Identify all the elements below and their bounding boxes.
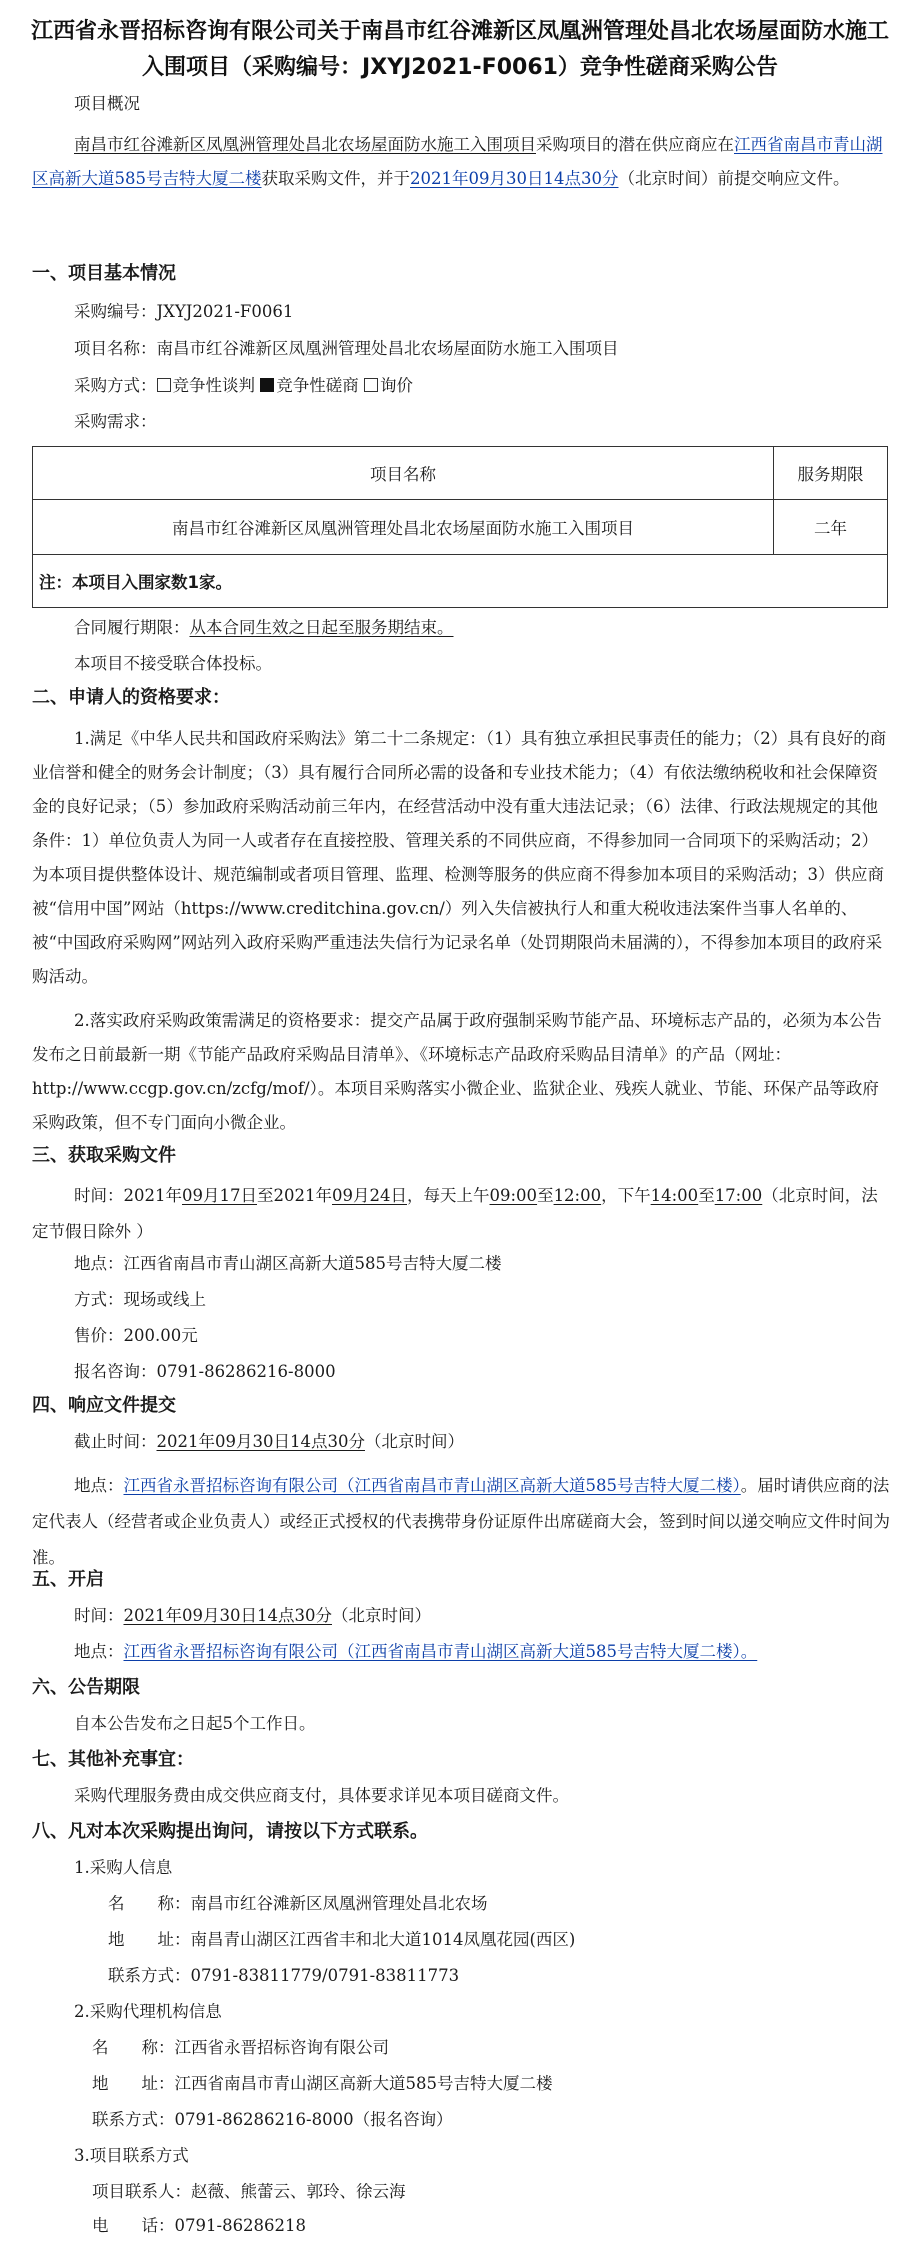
- contact-phone: 电 话：0791-86286218: [92, 2216, 307, 2235]
- open-time-label: 时间：: [74, 1606, 124, 1625]
- contract-label: 合同履行期限：: [74, 618, 190, 637]
- method-label: 采购方式：: [74, 376, 157, 395]
- overview-label: 项目概况: [74, 94, 140, 113]
- deadline-label: 截止时间：: [74, 1432, 157, 1451]
- overview-deadline: 2021年09月30日14点30分: [410, 169, 619, 188]
- obtain-method: 方式：现场或线上: [74, 1290, 206, 1309]
- open-time-tail: （北京时间）: [331, 1606, 431, 1625]
- overview-text-3: （北京时间）前提交响应文件。: [618, 169, 850, 188]
- submit-place: [32, 1468, 894, 1576]
- agent-address: 地 址：江西省南昌市青山湖区高新大道585号吉特大厦二楼: [92, 2074, 553, 2093]
- page-title: 江西省永晋招标咨询有限公司关于南昌市红谷滩新区凤凰洲管理处昌北农场屋面防水施工入围项目（采购编号：JXYJ2021-F0061）竞争性磋商采购公告: [30, 19, 889, 80]
- purchase-method: [74, 374, 413, 398]
- contact-label: 3.项目联系方式: [74, 2146, 189, 2165]
- section-7-heading: 七、其他补充事宜：: [32, 1749, 194, 1770]
- demand-table: [32, 446, 888, 608]
- obtain-time-text: （北京时: [762, 1186, 829, 1205]
- agent-name: 名 称：江西省永晋招标咨询有限公司: [92, 2038, 389, 2057]
- table-header-name: 项目名称: [33, 447, 774, 500]
- buyer-phone: 联系方式：0791-83811779/0791-83811773: [108, 1966, 460, 1985]
- obtain-phone: 报名咨询：0791-86286216-8000: [74, 1362, 336, 1381]
- method-option-negotiation: 竞争性谈判: [172, 376, 255, 395]
- overview-paragraph: [32, 128, 894, 196]
- section-3-heading: 三、获取采购文件: [32, 1145, 176, 1166]
- obtain-time-text: ，每天上午: [407, 1186, 490, 1205]
- qualification-paragraph-1: 1.满足《中华人民共和国政府采购法》第二十二条规定：（1）具有独立承担民事责任的能力；（2）具有良好的商业信誉和健全的财务会计制度；（3）具有履行合同所必需的设备和专业技术能力；（4）有依法缴纳税收和社会保障资金的良好记录；（5）参加政府采购活动前三年内，在经营活动中没有重大违法记录；（6）法律、行政法规规定的其他条件：1）单位负责人为同一人或者存在直接控股、管理关系的不同供应商，不得参加同一合同项下的采购活动；2）为本项目提供整体设计、规范编制或者项目管理、监理、检测等服务的供应商不得参加本项目的采购活动；3）供应商被“信用中国”网站（https://www.creditchina.gov.cn/）列入失信被执行人和重大税收违法案件当事人名单的、被“中国政府采购网”网站列入政府采购严重违法失信行为记录名单（处罚期限尚未届满的），不得参加本项目的政府采购活动。: [32, 729, 887, 986]
- obtain-time-text: 至: [698, 1186, 715, 1205]
- checkbox-icon: [157, 378, 171, 392]
- morning-end: 12:00: [553, 1186, 602, 1205]
- obtain-time-text: 至: [537, 1186, 554, 1205]
- deadline-value: 2021年09月30日14点30分: [156, 1432, 365, 1451]
- open-place: [74, 1640, 757, 1664]
- section-1-heading: 一、项目基本情况: [32, 263, 176, 284]
- qualification-paragraph-2: 2.落实政府采购政策需满足的资格要求：提交产品属于政府强制采购节能产品、环境标志产品的，必须为本公告发布之日前最新一期《节能产品政府采购品目清单》、《环境标志产品政府采购品目清单》的产品（网址：http://www.ccgp.gov.cn/zcfg/mof/）。本项目采购落实小微企业、监狱企业、残疾人就业、节能、环保产品等政府采购政策，但不专门面向小微企业。: [32, 1011, 882, 1132]
- open-time-value: 2021年09月30日14点30分: [123, 1606, 332, 1625]
- afternoon-end: 17:00: [714, 1186, 763, 1205]
- table-row: [33, 500, 888, 555]
- submit-place-text: 。届: [740, 1476, 774, 1495]
- submit-place-text: 时请供应商的法定代表人（经营者或企业负责人）或经正式授权的代表携带身份证原件出席磋商大会，: [32, 1476, 890, 1531]
- section-5-heading: 五、开启: [32, 1569, 104, 1590]
- buyer-label: 1.采购人信息: [74, 1858, 173, 1877]
- buyer-address: 地 址：南昌青山湖区江西省丰和北大道1014凤凰花园(西区): [108, 1930, 576, 1949]
- checkbox-icon: [364, 378, 378, 392]
- purchase-code: 采购编号：JXYJ2021-F0061: [74, 302, 294, 321]
- method-option-inquiry: 询价: [380, 376, 413, 395]
- method-option-consultation: 竞争性磋商: [276, 376, 359, 395]
- section-6-heading: 六、公告期限: [32, 1677, 140, 1698]
- obtain-price: 售价：200.00元: [74, 1326, 198, 1345]
- contract-period: [74, 616, 454, 640]
- table-header-row: [33, 447, 888, 500]
- morning-start: 09:00: [489, 1186, 538, 1205]
- buyer-name: 名 称：南昌市红谷滩新区凤凰洲管理处昌北农场: [108, 1894, 488, 1913]
- overview-project-name: 南昌市红谷滩新区凤凰洲管理处昌北农场屋面防水施工入围项目: [74, 135, 536, 154]
- section-2-heading: 二、申请人的资格要求：: [32, 687, 230, 708]
- obtain-end-date: 09月24日: [332, 1186, 407, 1205]
- section-4-heading: 四、响应文件提交: [32, 1395, 176, 1416]
- table-header-term: 服务期限: [774, 447, 888, 500]
- submit-place-label: 地点：: [74, 1476, 124, 1495]
- other-matters: 采购代理服务费由成交供应商支付，具体要求详见本项目磋商文件。: [74, 1786, 569, 1805]
- obtain-time: [32, 1178, 894, 1250]
- obtain-time-text: 间，法定节假日除外 ）: [32, 1186, 878, 1241]
- checkbox-checked-icon: [260, 378, 274, 392]
- contact-persons: 项目联系人：赵薇、熊蕾云、郭玲、徐云海: [92, 2182, 406, 2201]
- table-note: 注：本项目入围家数1家。: [33, 555, 888, 608]
- submit-place-link[interactable]: 江西省永晋招标咨询有限公司（江西省南昌市青山湖区高新大道585号吉特大厦二楼）: [123, 1476, 741, 1495]
- overview-text-2: 获取采购文件，并于: [261, 169, 410, 188]
- obtain-time-text: ，下午: [601, 1186, 651, 1205]
- obtain-place: 地点：江西省南昌市青山湖区高新大道585号吉特大厦二楼: [74, 1254, 502, 1273]
- no-consortium: 本项目不接受联合体投标。: [74, 654, 272, 673]
- obtain-start-date: 09月17日: [182, 1186, 257, 1205]
- agent-phone: 联系方式：0791-86286216-8000（报名咨询）: [92, 2110, 453, 2129]
- table-cell-term: 二年: [774, 500, 888, 555]
- agent-label: 2.采购代理机构信息: [74, 2002, 222, 2021]
- demand-label: 采购需求：: [74, 412, 157, 431]
- table-note-row: [33, 555, 888, 608]
- contract-value: 从本合同生效之日起至服务期结束。: [189, 618, 454, 637]
- submit-deadline: [74, 1430, 464, 1454]
- deadline-tail: （北京时间）: [364, 1432, 464, 1451]
- notice-period: 自本公告发布之日起5个工作日。: [74, 1714, 316, 1733]
- submit-place-text: 签到时间以递交响应文件时间为准。: [32, 1512, 890, 1567]
- overview-text: 采购项目的潜在供应商应在: [536, 135, 734, 154]
- section-8-heading: 八、凡对本次采购提出询问，请按以下方式联系。: [32, 1821, 428, 1842]
- open-place-label: 地点：: [74, 1642, 124, 1661]
- table-cell-name: 南昌市红谷滩新区凤凰洲管理处昌北农场屋面防水施工入围项目: [33, 500, 774, 555]
- open-place-link[interactable]: 江西省永晋招标咨询有限公司（江西省南昌市青山湖区高新大道585号吉特大厦二楼）。: [123, 1642, 758, 1661]
- overview-address-link[interactable]: 江西省南昌市青山湖区高新大道585号吉特大厦二楼: [32, 135, 883, 188]
- open-time: [74, 1604, 431, 1628]
- obtain-time-text: 时间：2021年: [74, 1186, 182, 1205]
- afternoon-start: 14:00: [650, 1186, 699, 1205]
- project-name: 项目名称：南昌市红谷滩新区凤凰洲管理处昌北农场屋面防水施工入围项目: [74, 339, 619, 358]
- obtain-time-text: 至2021年: [257, 1186, 332, 1205]
